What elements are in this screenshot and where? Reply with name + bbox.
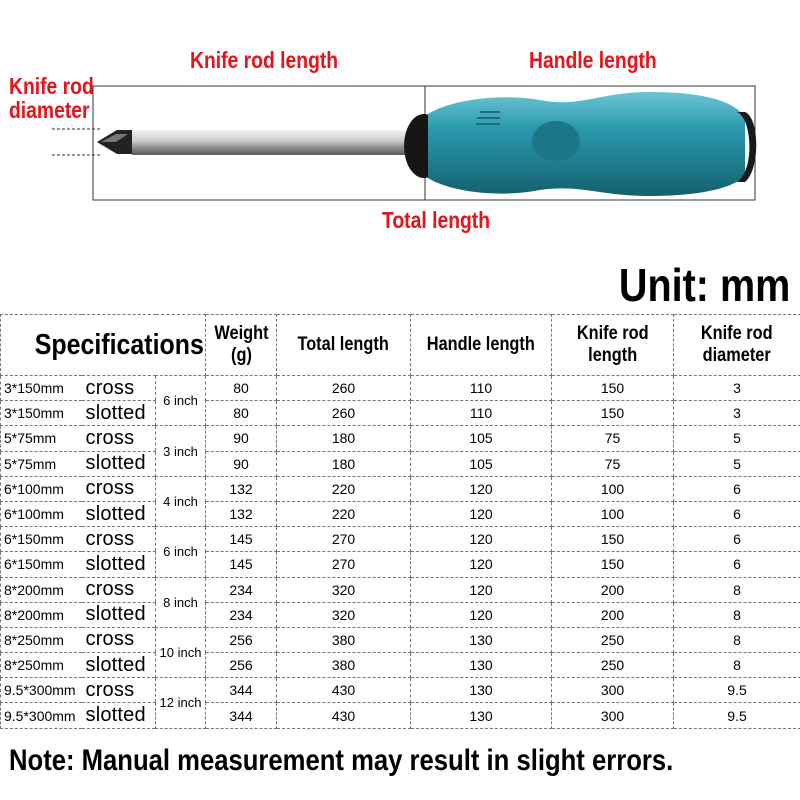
total-length-cell: 180 [277, 451, 411, 476]
handle-length-cell: 120 [411, 577, 552, 602]
type-cell: slotted [82, 401, 156, 426]
weight-cell: 256 [206, 653, 277, 678]
knife-rod-length-cell: 150 [552, 401, 674, 426]
handle-length-cell: 110 [411, 376, 552, 401]
knife-rod-length-label: Knife rod length [190, 47, 339, 73]
header-weight: Weight (g) [206, 315, 277, 376]
size-cell: 3*150mm [1, 401, 82, 426]
weight-cell: 344 [206, 678, 277, 703]
table-row [1, 451, 800, 476]
knife-rod-diameter-cell: 9.5 [674, 678, 800, 703]
knife-rod-diameter-cell: 5 [674, 426, 800, 451]
total-length-label: Total length [382, 207, 491, 233]
handle-length-cell: 130 [411, 678, 552, 703]
knife-rod-diameter-label: Knife rod diameter [9, 73, 94, 123]
type-cell: slotted [82, 602, 156, 627]
knife-rod-diameter-cell: 8 [674, 627, 800, 652]
handle-length-cell: 105 [411, 451, 552, 476]
type-cell: slotted [82, 703, 156, 728]
table-row [1, 401, 800, 426]
size-cell: 8*250mm [1, 627, 82, 652]
knife-rod-diameter-cell: 6 [674, 476, 800, 501]
knife-rod-diameter-cell: 8 [674, 577, 800, 602]
knife-rod-length-cell: 150 [552, 527, 674, 552]
handle-length-cell: 120 [411, 602, 552, 627]
table-row [1, 577, 800, 602]
weight-cell: 90 [206, 426, 277, 451]
total-length-cell: 380 [277, 653, 411, 678]
size-cell: 6*100mm [1, 476, 82, 501]
weight-cell: 132 [206, 476, 277, 501]
weight-cell: 256 [206, 627, 277, 652]
table-row [1, 653, 800, 678]
weight-cell: 90 [206, 451, 277, 476]
handle-length-cell: 130 [411, 627, 552, 652]
knife-rod-diameter-cell: 3 [674, 376, 800, 401]
knife-rod-length-cell: 250 [552, 653, 674, 678]
total-length-cell: 430 [277, 678, 411, 703]
size-cell: 9.5*300mm [1, 703, 82, 728]
total-length-cell: 430 [277, 703, 411, 728]
total-length-cell: 220 [277, 476, 411, 501]
total-length-cell: 220 [277, 501, 411, 526]
type-cell: cross [82, 376, 156, 401]
handle-length-cell: 120 [411, 501, 552, 526]
type-cell: slotted [82, 501, 156, 526]
handle-grip-oval [532, 121, 580, 161]
table-row [1, 678, 800, 703]
type-cell: cross [82, 678, 156, 703]
knife-rod-length-cell: 300 [552, 678, 674, 703]
inch-size-cell: 8 inch [156, 577, 206, 627]
table-row [1, 703, 800, 728]
total-length-cell: 270 [277, 527, 411, 552]
knife-rod-length-cell: 150 [552, 552, 674, 577]
handle-length-cell: 105 [411, 426, 552, 451]
size-cell: 6*150mm [1, 527, 82, 552]
type-cell: slotted [82, 451, 156, 476]
knife-rod-length-cell: 75 [552, 451, 674, 476]
total-length-cell: 380 [277, 627, 411, 652]
inch-size-cell: 6 inch [156, 527, 206, 577]
handle-length-cell: 120 [411, 552, 552, 577]
total-length-cell: 180 [277, 426, 411, 451]
weight-cell: 132 [206, 501, 277, 526]
handle-length-cell: 120 [411, 476, 552, 501]
size-cell: 6*150mm [1, 552, 82, 577]
knife-rod-length-cell: 100 [552, 501, 674, 526]
knife-rod-length-cell: 75 [552, 426, 674, 451]
type-cell: cross [82, 426, 156, 451]
knife-rod-length-cell: 300 [552, 703, 674, 728]
weight-cell: 145 [206, 527, 277, 552]
knife-rod-length-cell: 200 [552, 577, 674, 602]
handle-length-label: Handle length [529, 47, 657, 73]
size-cell: 9.5*300mm [1, 678, 82, 703]
type-cell: slotted [82, 552, 156, 577]
table-row [1, 476, 800, 501]
total-length-cell: 270 [277, 552, 411, 577]
inch-size-cell: 10 inch [156, 627, 206, 677]
knife-rod-length-cell: 100 [552, 476, 674, 501]
knife-rod-diameter-cell: 8 [674, 602, 800, 627]
header-knife-rod-length: Knife rod length [552, 315, 674, 376]
knife-rod-diameter-cell: 6 [674, 501, 800, 526]
knife-rod-diameter-cell: 8 [674, 653, 800, 678]
handle-length-cell: 120 [411, 527, 552, 552]
handle-length-cell: 130 [411, 653, 552, 678]
size-cell: 8*250mm [1, 653, 82, 678]
weight-cell: 234 [206, 602, 277, 627]
specifications-table [0, 314, 800, 729]
header-knife-rod-diameter: Knife rod diameter [674, 315, 800, 376]
type-cell: cross [82, 627, 156, 652]
knife-rod-length-cell: 200 [552, 602, 674, 627]
table-row [1, 376, 800, 401]
inch-size-cell: 4 inch [156, 476, 206, 526]
screwdriver-diagram [0, 0, 800, 245]
weight-cell: 145 [206, 552, 277, 577]
handle-length-cell: 110 [411, 401, 552, 426]
table-row [1, 627, 800, 652]
table-row [1, 527, 800, 552]
weight-cell: 234 [206, 577, 277, 602]
size-cell: 5*75mm [1, 426, 82, 451]
size-cell: 3*150mm [1, 376, 82, 401]
knife-rod-diameter-cell: 3 [674, 401, 800, 426]
knife-rod-diameter-cell: 9.5 [674, 703, 800, 728]
unit-label: Unit: mm [618, 259, 790, 311]
weight-cell: 80 [206, 376, 277, 401]
type-cell: cross [82, 527, 156, 552]
size-cell: 8*200mm [1, 577, 82, 602]
size-cell: 5*75mm [1, 451, 82, 476]
size-cell: 6*100mm [1, 501, 82, 526]
table-body [1, 376, 800, 729]
knife-rod-diameter-cell: 6 [674, 552, 800, 577]
knife-rod-diameter-cell: 6 [674, 527, 800, 552]
header-total-length: Total length [277, 315, 411, 376]
table-row [1, 602, 800, 627]
handle-length-cell: 130 [411, 703, 552, 728]
screwdriver-shaft [132, 130, 422, 155]
type-cell: slotted [82, 653, 156, 678]
weight-cell: 80 [206, 401, 277, 426]
knife-rod-length-cell: 150 [552, 376, 674, 401]
total-length-cell: 260 [277, 401, 411, 426]
table-row [1, 426, 800, 451]
header-specifications: Specifications [1, 315, 206, 376]
inch-size-cell: 6 inch [156, 376, 206, 426]
knife-rod-diameter-cell: 5 [674, 451, 800, 476]
measurement-note: Note: Manual measurement may result in slight errors. [9, 744, 674, 777]
inch-size-cell: 12 inch [156, 678, 206, 728]
inch-size-cell: 3 inch [156, 426, 206, 476]
type-cell: cross [82, 476, 156, 501]
weight-cell: 344 [206, 703, 277, 728]
type-cell: cross [82, 577, 156, 602]
table-header-row [1, 315, 800, 376]
total-length-cell: 320 [277, 602, 411, 627]
table-row [1, 501, 800, 526]
table-row [1, 552, 800, 577]
knife-rod-length-cell: 250 [552, 627, 674, 652]
screwdriver-handle [428, 92, 745, 196]
header-handle-length: Handle length [411, 315, 552, 376]
size-cell: 8*200mm [1, 602, 82, 627]
total-length-cell: 320 [277, 577, 411, 602]
total-length-cell: 260 [277, 376, 411, 401]
